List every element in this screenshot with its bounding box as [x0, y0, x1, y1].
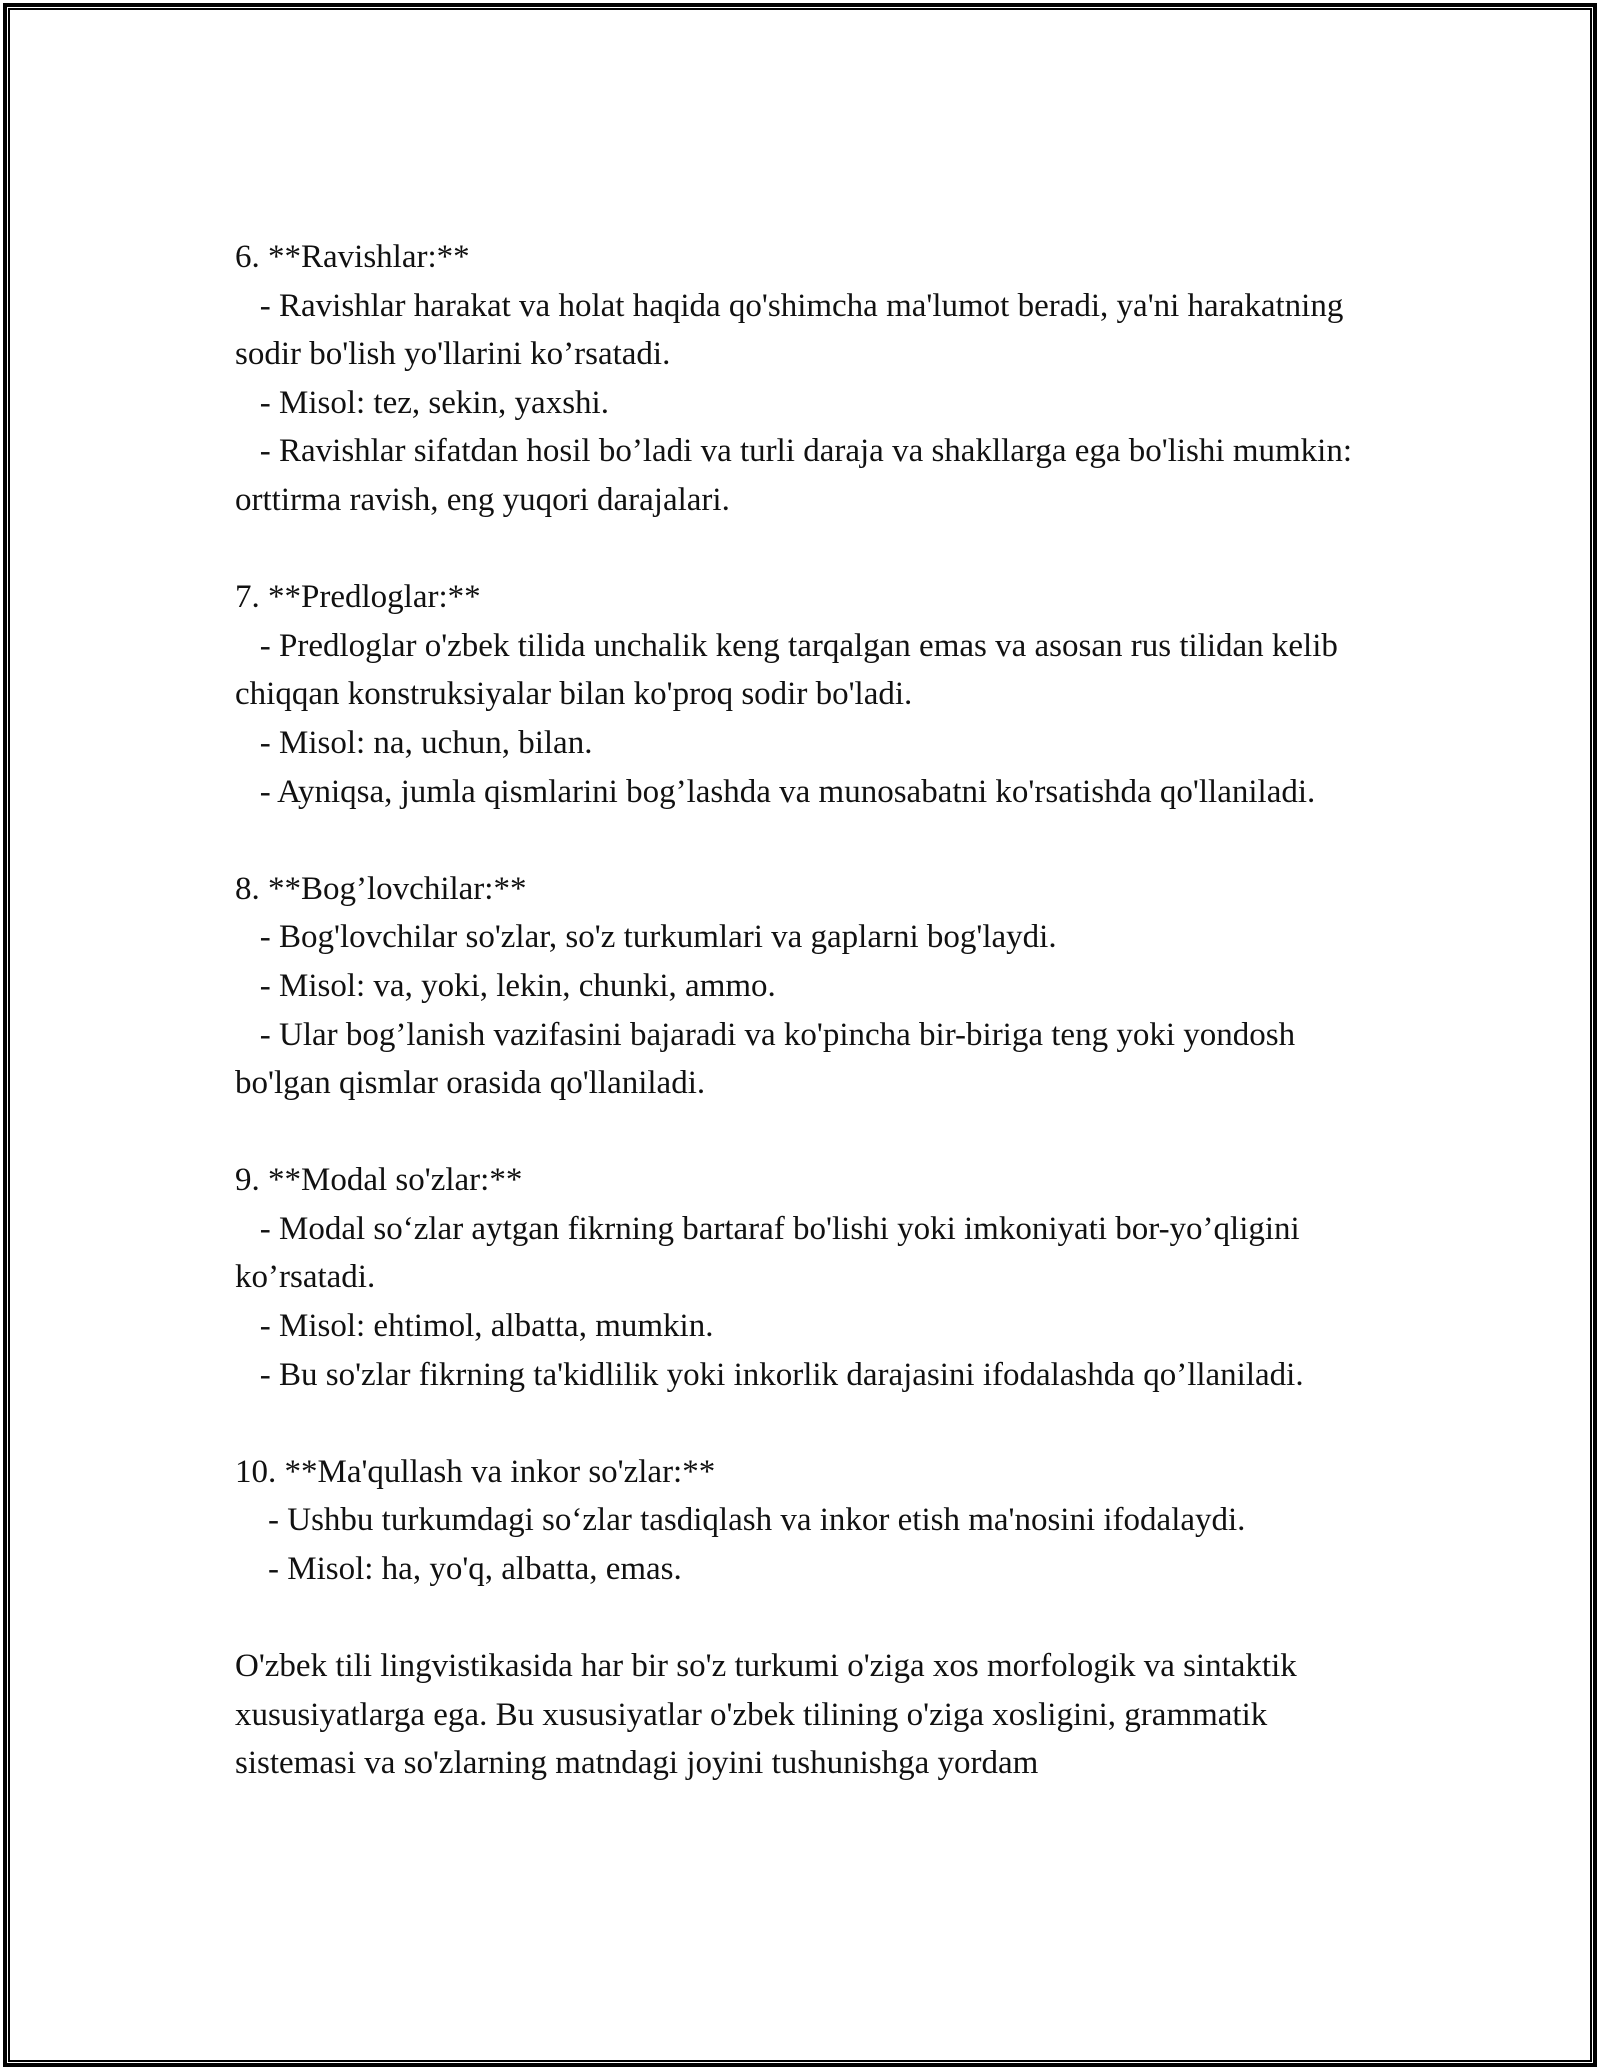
section-point: - Modal so‘zlar aytgan fikrning bartaraf bo'lishi yoki imkoniyati bor-yo’qligini ko’rsatadi. — [235, 1210, 1308, 1296]
section-point: - Misol: tez, sekin, yaxshi. — [235, 384, 609, 421]
section-ravishlar — [235, 233, 1375, 525]
section-point: - Misol: ehtimol, albatta, mumkin. — [235, 1308, 714, 1345]
section-boglovchilar — [235, 865, 1375, 1108]
section-heading: 6. **Ravishlar:** — [235, 239, 470, 275]
section-point: - Misol: ha, yo'q, albatta, emas. — [235, 1551, 682, 1588]
section-predloglar — [235, 573, 1375, 816]
section-maqullash-inkor — [235, 1448, 1375, 1594]
section-point: - Ayniqsa, jumla qismlarini bog’lashda va munosabatni ko'rsatishda qo'llaniladi. — [235, 773, 1316, 810]
section-point: - Ular bog’lanish vazifasini bajaradi va ko'pincha bir-biriga teng yoki yondosh bo'lgan qismlar orasida qo'llaniladi. — [235, 1016, 1304, 1102]
section-point: - Bog'lovchilar so'zlar, so'z turkumlari va gaplarni bog'laydi. — [235, 919, 1057, 956]
section-point: - Ushbu turkumdagi so‘zlar tasdiqlash va inkor etish ma'nosini ifodalaydi. — [235, 1502, 1246, 1539]
section-point: - Bu so'zlar fikrning ta'kidlilik yoki inkorlik darajasini ifodalashda qo’llaniladi. — [235, 1356, 1304, 1393]
section-modal-sozlar — [235, 1156, 1375, 1399]
section-heading: 8. **Bog’lovchilar:** — [235, 870, 527, 907]
document-body — [235, 233, 1375, 1788]
section-point: - Ravishlar harakat va holat haqida qo'shimcha ma'lumot beradi, ya'ni harakatning sodir bo'lish yo'llarini ko’rsatadi. — [235, 287, 1352, 373]
section-point: - Misol: va, yoki, lekin, chunki, ammo. — [235, 967, 776, 1004]
section-point: - Misol: na, uchun, bilan. — [235, 724, 593, 761]
section-point: - Predloglar o'zbek tilida unchalik keng tarqalgan emas va asosan rus tilidan kelib chiqqan konstruksiyalar bilan ko'proq sodir bo'ladi. — [235, 627, 1347, 713]
closing-paragraph: O'zbek tili lingvistikasida har bir so'z turkumi o'ziga xos morfologik va sintaktik xususiyatlarga ega. Bu xususiyatlar o'zbek tilining o'ziga xosligini, grammatik sistemasi va so'zlarning matndagi joyini tushunishga yordam — [235, 1648, 1297, 1782]
section-heading: 7. **Predloglar:** — [235, 579, 481, 616]
section-heading: 10. **Ma'qullash va inkor so'zlar:** — [235, 1453, 716, 1490]
section-point: - Ravishlar sifatdan hosil bo’ladi va turli daraja va shakllarga ega bo'lishi mumkin: orttirma ravish, eng yuqori darajalari. — [235, 433, 1361, 518]
section-heading: 9. **Modal so'zlar:** — [235, 1162, 523, 1199]
